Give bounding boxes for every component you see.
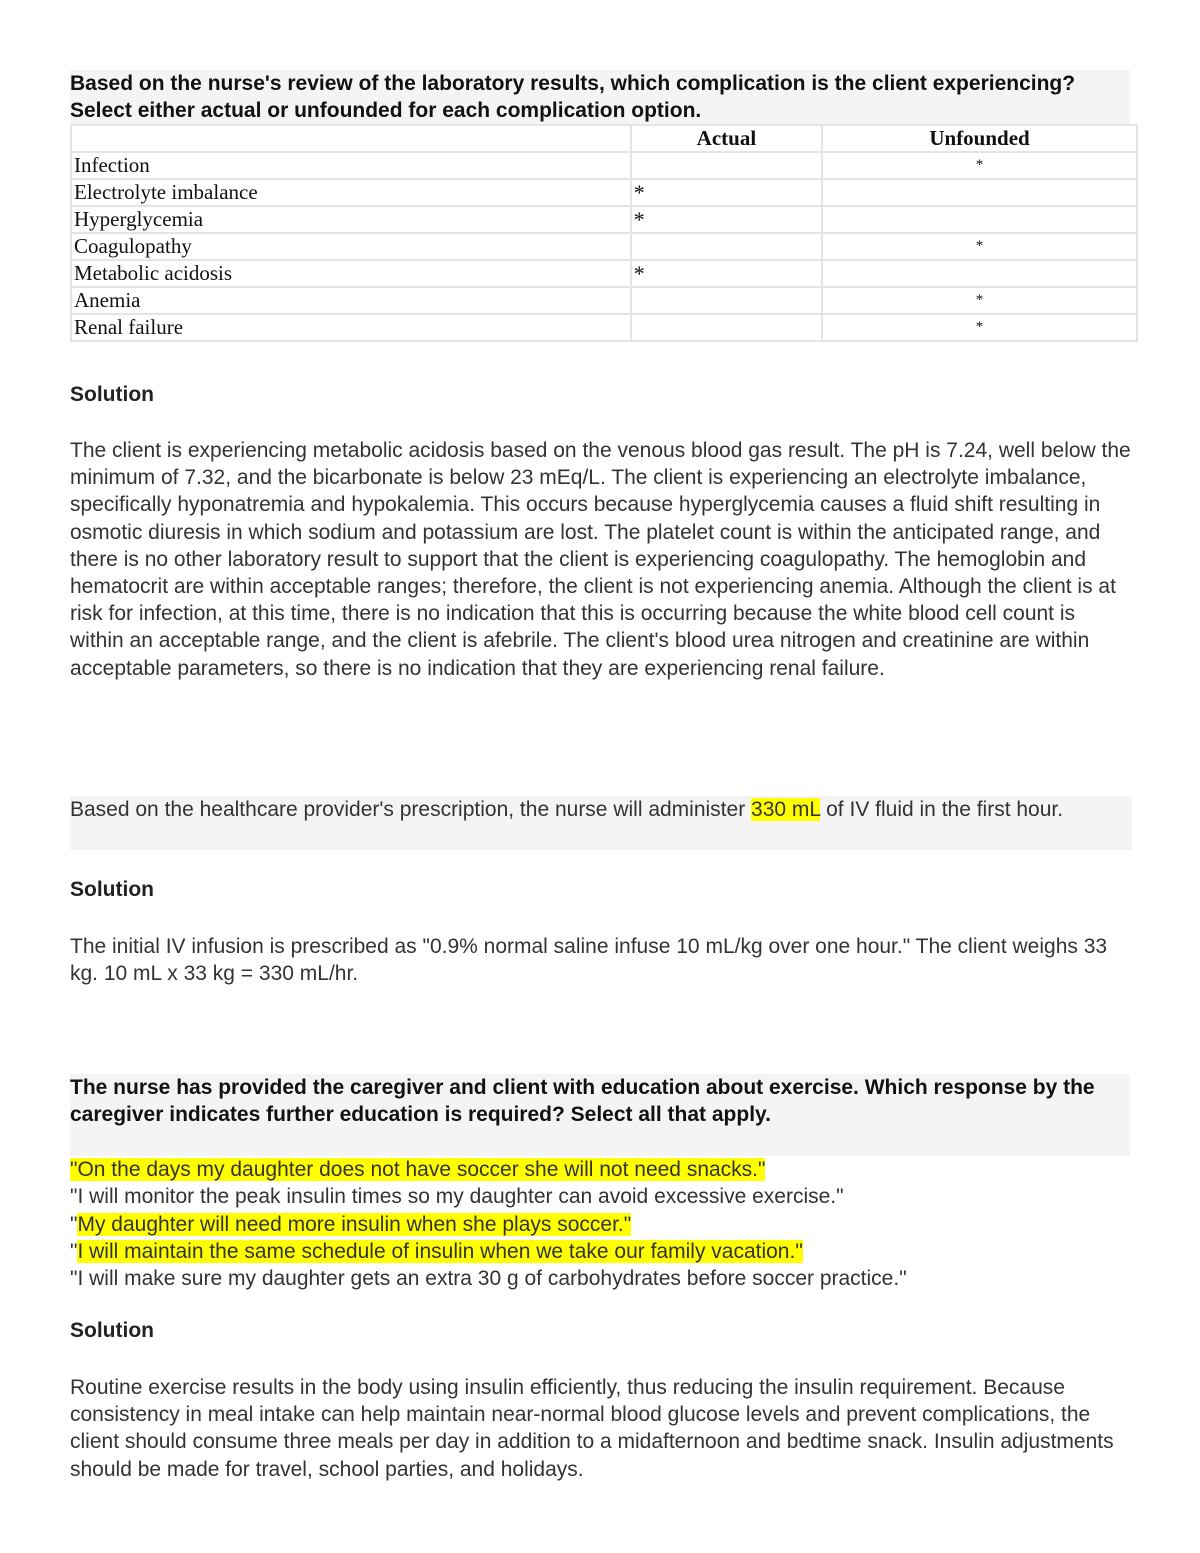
unfounded-mark [822,179,1137,206]
table-header-row [71,125,1137,152]
table-row [71,233,1137,260]
answer-option [70,1211,1132,1238]
table-row [71,260,1137,287]
header-actual: Actual [631,125,822,152]
actual-mark: * [631,260,822,287]
option-text-highlighted: "On the days my daughter does not have soccer she will not need snacks." [70,1158,766,1181]
solution-text-3: Routine exercise results in the body using insulin efficiently, thus reducing the insulin requirement. Because consistency in meal intake can help maintain near-normal blood glucose levels and prevent complications, the client should consume three meals per day in addition to a midafternoon and bedtime snack. Insulin adjustments should be made for travel, school parties, and holidays. [70,1376,1114,1481]
answer-options [70,1156,1132,1292]
option-quote: " [70,1239,78,1263]
question-1-text: Based on the nurse's review of the laboratory results, which complication is the client experiencing? Select either actual or unfounded for each complication option. [70,70,1130,124]
table-row [71,287,1137,314]
solution-text-1: The client is experiencing metabolic acidosis based on the venous blood gas result. The pH is 7.24, well below the minimum of 7.32, and the bicarbonate is below 23 mEq/L. The client is experiencing an electrolyte imbalance, specifically hyponatremia and hypokalemia. This occurs because hyperglycemia causes a fluid shift resulting in osmotic diuresis in which sodium and potassium are lost. The platelet count is within the anticipated range, and there is no other laboratory result to support that the client is experiencing coagulopathy. The hemoglobin and hematocrit are within acceptable ranges; therefore, the client is not experiencing anemia. Although the client is at risk for infection, at this time, there is no indication that this is occurring because the white blood cell count is within an acceptable range, and the client is afebrile. The client's blood urea nitrogen and creatinine are within acceptable parameters, so there is no indication that they are experiencing renal failure. [70,439,1131,680]
complication-label: Anemia [71,287,631,314]
complication-label: Infection [71,152,631,179]
complication-label: Electrolyte imbalance [71,179,631,206]
solution-heading-2: Solution [70,878,154,901]
answer-option [70,1183,1132,1210]
answer-option [70,1238,1132,1265]
actual-mark [631,314,822,341]
question-3-text: The nurse has provided the caregiver and client with education about exercise. Which response by the caregiver indicates further education is required? Select all that apply. [70,1074,1130,1156]
table-row [71,206,1137,233]
answer-option [70,1265,1132,1292]
unfounded-mark [822,260,1137,287]
table-row [71,314,1137,341]
actual-mark [631,233,822,260]
complication-label: Metabolic acidosis [71,260,631,287]
question-2-answer: 330 mL [751,798,821,821]
complication-label: Coagulopathy [71,233,631,260]
question-2-prefix: Based on the healthcare provider's prescription, the nurse will administer [70,798,752,821]
unfounded-mark: * [822,314,1137,341]
header-blank [71,125,631,152]
table-row [71,152,1137,179]
complication-label: Renal failure [71,314,631,341]
question-2-suffix: of IV fluid in the first hour. [820,798,1064,821]
header-unfounded: Unfounded [822,125,1137,152]
answer-option [70,1156,1132,1183]
unfounded-mark: * [822,233,1137,260]
actual-mark [631,287,822,314]
option-text-highlighted: I will maintain the same schedule of insulin when we take our family vacation." [77,1239,803,1263]
actual-mark [631,152,822,179]
solution-heading-1: Solution [70,383,154,406]
option-text-highlighted: My daughter will need more insulin when she plays soccer." [77,1212,632,1236]
unfounded-mark [822,206,1137,233]
solution-heading-3: Solution [70,1319,154,1342]
actual-mark: * [631,206,822,233]
solution-text-2: The initial IV infusion is prescribed as "0.9% normal saline infuse 10 mL/kg over one hour." The client weighs 33 kg. 10 mL x 33 kg = 330 mL/hr. [70,935,1108,986]
option-text: "I will make sure my daughter gets an extra 30 g of carbohydrates before soccer practice." [70,1267,907,1291]
complication-label: Hyperglycemia [71,206,631,233]
option-quote: " [70,1212,78,1236]
complication-table [70,124,1138,342]
actual-mark: * [631,179,822,206]
question-2-text [70,796,1132,850]
option-text: "I will monitor the peak insulin times so my daughter can avoid excessive exercise." [70,1185,844,1209]
unfounded-mark: * [822,152,1137,179]
unfounded-mark: * [822,287,1137,314]
table-row [71,179,1137,206]
